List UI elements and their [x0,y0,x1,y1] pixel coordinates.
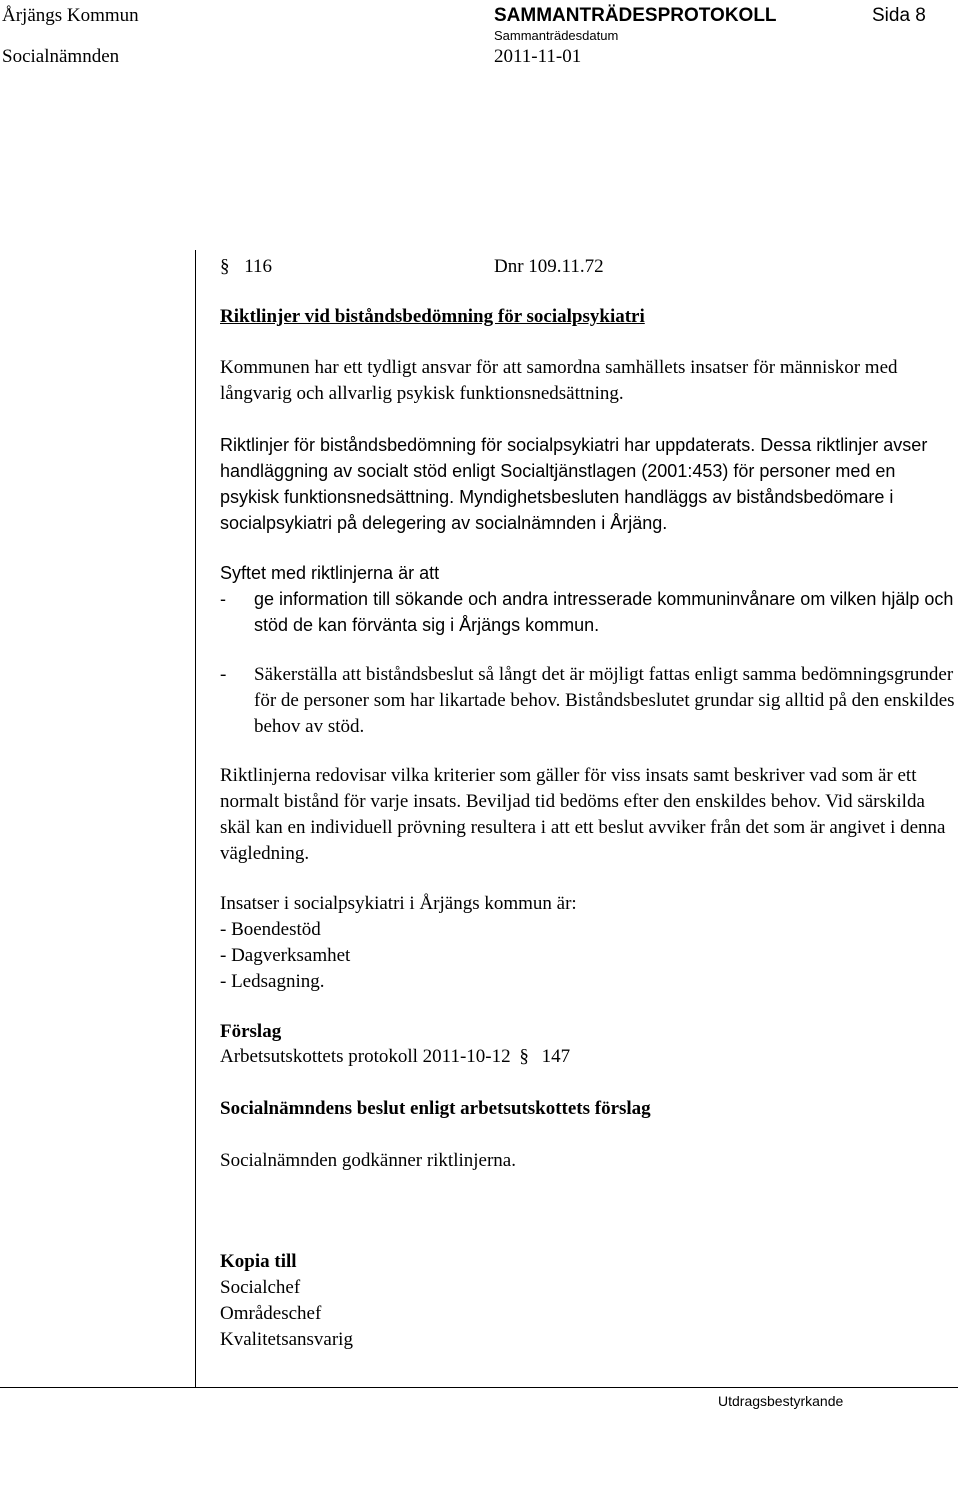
proposal-heading: Förslag [220,1021,282,1042]
copy-heading: Kopia till [220,1251,297,1272]
insatser-intro: Insatser i socialpsykiatri i Årjängs kommun är: [220,893,577,914]
decision-heading: Socialnämndens beslut enligt arbetsutskottets förslag [220,1098,651,1119]
purpose-item-1: - ge information till sökande och andra intresserade kommuninvånare om vilken hjälp och stöd de kan förvänta sig i Årjängs kommun. [220,589,954,635]
left-margin-rule [195,250,196,1388]
dnr: Dnr 109.11.72 [494,256,604,277]
org-name: Årjängs Kommun [2,5,139,26]
decision-text: Socialnämnden godkänner riktlinjerna. [220,1150,516,1171]
document-type: SAMMANTRÄDESPROTOKOLL [494,5,777,26]
copy-recipient: Områdeschef [220,1303,322,1324]
purpose-intro: Syftet med riktlinjerna är att [220,563,440,583]
copy-recipient: Socialchef [220,1277,301,1298]
paragraph-criteria [220,763,958,867]
paragraph-text: Riktlinjerna redovisar vilka kriterier som gäller för viss insats samt beskriver vad som är ett normalt bistånd för varje insats. Beviljad tid bedöms efter den enskildes behov. Vid särskilda skäl kan en individuell prövning resultera i att ett beslut avviker från det som är angivet i denna vägledning. [220,765,946,864]
insats-item: - Ledsagning. [220,971,325,992]
paragraph-guidelines [220,432,958,536]
section-sign: § [220,256,230,277]
section-sign: § [519,1046,529,1067]
insats-item: - Dagverksamhet [220,945,351,966]
insatser-section [220,891,958,995]
purpose-section [220,560,958,638]
copy-section [220,1249,353,1353]
footer-certification: Utdragsbestyrkande [718,1393,844,1409]
purpose-item-2: - Säkerställa att biståndsbeslut så långt det är möjligt fattas enligt samma bedömningsgrunder för de personer som har likartade behov. Biståndsbeslutet grundar sig alltid på den enskildes behov av stöd. [220,664,955,737]
item-title: Riktlinjer vid biståndsbedömning för socialpsykiatri [220,306,645,327]
purpose-item-text: ge information till sökande och andra intresserade kommuninvånare om vilken hjälp och stöd de kan förvänta sig i Årjängs kommun. [254,589,954,635]
paragraph-text: Riktlinjer för biståndsbedömning för socialpsykiatri har uppdaterats. Dessa riktlinjer avser handläggning av socialt stöd enligt Socialtjänstlagen (2001:453) för personer med en psykisk funktionsnedsättning. Myndighetsbesluten handläggs av biståndsbedömare i socialpsykiatri på delegering av socialnämnden i Årjäng. [220,435,928,533]
paragraph-text: Kommunen har ett tydligt ansvar för att samordna samhällets insatser för människor med långvarig och allvarlig psykisk funktionsnedsättning. [220,357,898,404]
proposal-line [220,1044,570,1070]
item-number: 116 [244,256,273,277]
page-number: Sida 8 [872,5,926,26]
copy-recipient: Kvalitetsansvarig [220,1329,353,1350]
purpose-item-text: Säkerställa att biståndsbeslut så långt det är möjligt fattas enligt samma bedömningsgrunder för de personer som har likartade behov. Biståndsbeslutet grundar sig alltid på den enskildes behov av stöd. [254,664,955,737]
date-label: Sammanträdesdatum [494,28,619,43]
item-number-line [220,254,272,280]
proposal-ref: 147 [541,1046,571,1067]
insats-item: - Boendestöd [220,919,321,940]
paragraph-responsibility [220,355,958,407]
proposal-text: Arbetsutskottets protokoll 2011-10-12 [220,1046,511,1067]
footer-rule [0,1387,958,1388]
committee-name: Socialnämnden [2,46,120,67]
meeting-date: 2011-11-01 [494,46,582,67]
